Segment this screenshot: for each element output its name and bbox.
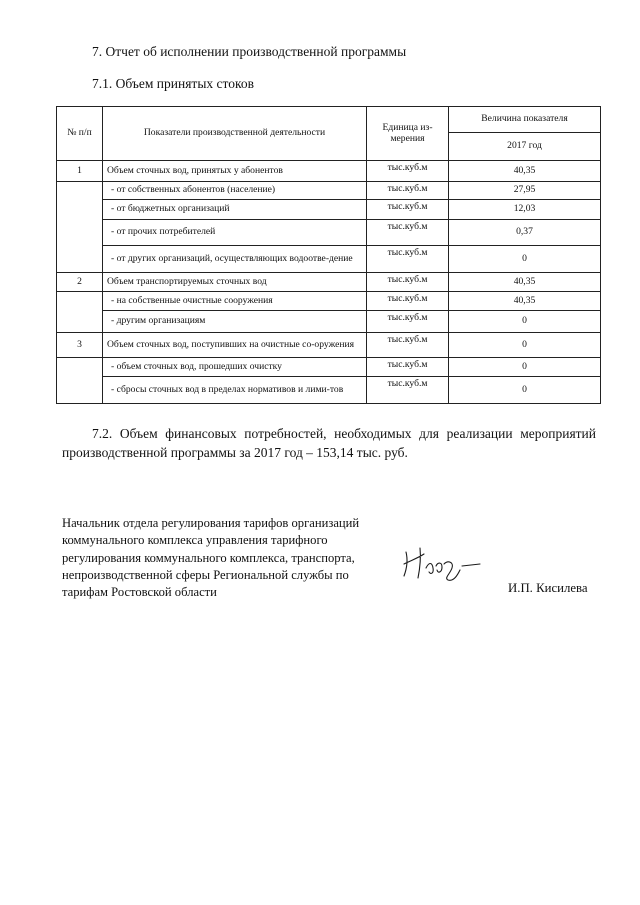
table-row <box>57 220 601 246</box>
financial-needs-paragraph: 7.2. Объем финансовых потребностей, необходимых для реализации мероприятий производственной программы за 2017 год – 153,14 тыс. руб. <box>62 426 596 460</box>
row-unit: тыс.куб.м <box>367 311 449 333</box>
row-label: Объем сточных вод, поступивших на очистные со-оружения <box>103 333 367 358</box>
row-label: - от бюджетных организаций <box>103 200 367 220</box>
row-num: 3 <box>57 333 103 358</box>
row-unit: тыс.куб.м <box>367 273 449 292</box>
row-unit: тыс.куб.м <box>367 358 449 377</box>
row-value: 27,95 <box>449 182 601 200</box>
header-unit: Единица из-мерения <box>367 107 449 161</box>
row-unit: тыс.куб.м <box>367 246 449 273</box>
header-year: 2017 год <box>449 133 601 161</box>
row-unit: тыс.куб.м <box>367 220 449 246</box>
section-title: 7. Отчет об исполнении производственной программы <box>92 44 407 59</box>
row-num <box>57 292 103 333</box>
row-label: Объем транспортируемых сточных вод <box>103 273 367 292</box>
table-row <box>57 161 601 182</box>
row-value: 40,35 <box>449 273 601 292</box>
row-value: 12,03 <box>449 200 601 220</box>
row-value: 0,37 <box>449 220 601 246</box>
header-value-group: Величина показателя <box>449 107 601 133</box>
row-unit: тыс.куб.м <box>367 333 449 358</box>
row-unit: тыс.куб.м <box>367 292 449 311</box>
header-indicator: Показатели производственной деятельности <box>103 107 367 161</box>
row-label: - от собственных абонентов (население) <box>103 182 367 200</box>
row-unit: тыс.куб.м <box>367 161 449 182</box>
table-row <box>57 200 601 220</box>
row-num <box>57 358 103 404</box>
table-row <box>57 273 601 292</box>
handwritten-signature <box>398 540 484 584</box>
table-row <box>57 377 601 404</box>
row-unit: тыс.куб.м <box>367 182 449 200</box>
subsection-title: 7.1. Объем принятых стоков <box>92 76 254 91</box>
row-value: 0 <box>449 311 601 333</box>
row-num: 1 <box>57 161 103 182</box>
row-value: 0 <box>449 333 601 358</box>
header-num: № п/п <box>57 107 103 161</box>
table-row <box>57 311 601 333</box>
row-unit: тыс.куб.м <box>367 377 449 404</box>
row-unit: тыс.куб.м <box>367 200 449 220</box>
row-label: - от прочих потребителей <box>103 220 367 246</box>
row-num: 2 <box>57 273 103 292</box>
intake-table <box>56 106 601 404</box>
table-row <box>57 333 601 358</box>
row-value: 40,35 <box>449 161 601 182</box>
row-value: 40,35 <box>449 292 601 311</box>
row-label: Объем сточных вод, принятых у абонентов <box>103 161 367 182</box>
row-value: 0 <box>449 246 601 273</box>
row-label: - сбросы сточных вод в пределах нормативов и лими-тов <box>103 377 367 404</box>
row-label: - объем сточных вод, прошедших очистку <box>103 358 367 377</box>
signatory-name: И.П. Кисилева <box>508 581 588 595</box>
table-row <box>57 358 601 377</box>
row-value: 0 <box>449 377 601 404</box>
table-row <box>57 292 601 311</box>
row-label: - другим организациям <box>103 311 367 333</box>
signatory-position: Начальник отдела регулирования тарифов организаций коммунального комплекса управления тарифного регулирования коммунального комплекса, транспорта, непроизводственной сферы Региональной службы по тарифам Ростовской области <box>62 516 360 600</box>
table-row <box>57 246 601 273</box>
row-label: - на собственные очистные сооружения <box>103 292 367 311</box>
row-value: 0 <box>449 358 601 377</box>
row-num <box>57 182 103 273</box>
row-label: - от других организаций, осуществляющих водоотве-дение <box>103 246 367 273</box>
table-row <box>57 182 601 200</box>
